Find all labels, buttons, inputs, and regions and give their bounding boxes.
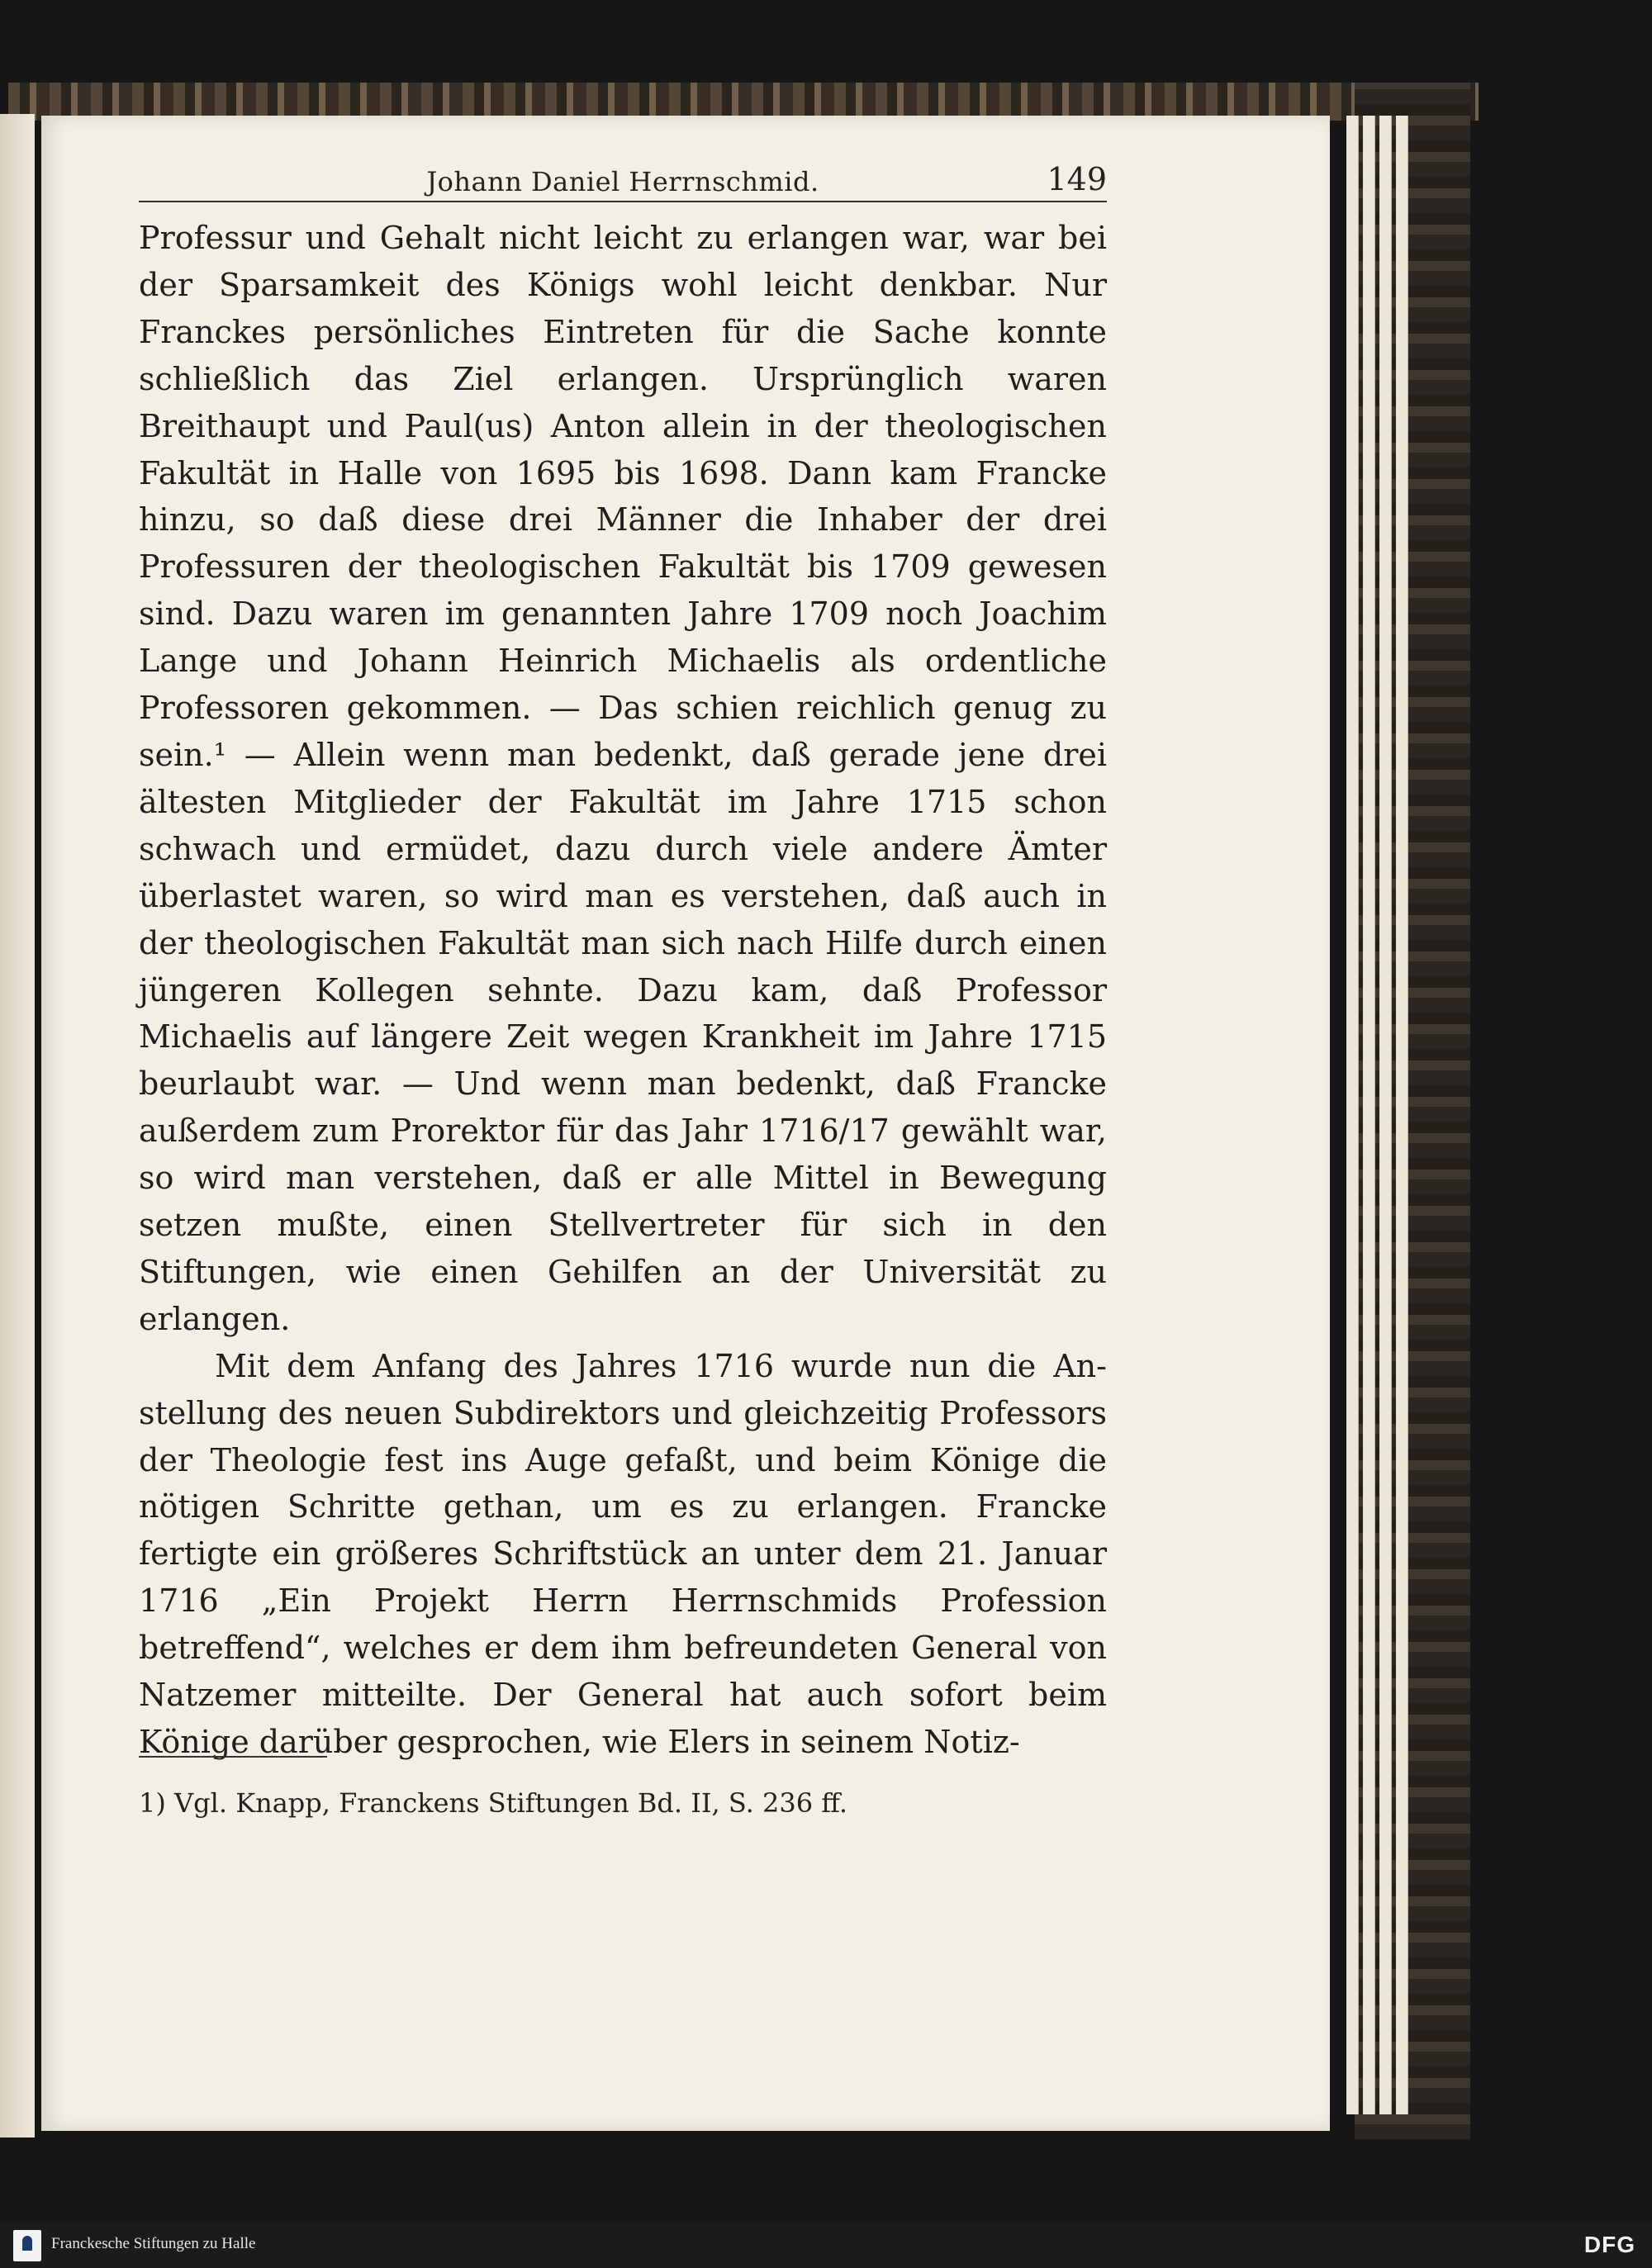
page-number: 149	[1047, 161, 1107, 197]
page-edge	[1363, 116, 1375, 2114]
page-edge	[1379, 116, 1392, 2114]
facing-page-edge	[0, 114, 35, 2138]
running-title: Johann Daniel Herrnschmid.	[426, 166, 819, 197]
paragraph: Mit dem Anfang des Jahres 1716 wurde nun die Anstellung des neuen Subdirektors und gleichzeitig Professors der Theologie fest ins Auge gefaßt, und beim Könige die nötigen Schritte gethan, um es zu erlangen. Francke fertigte ein größeres Schriftstück an unter dem 21. Januar 1716 „Ein Projekt Herrn Herrnschmids Profession betreffend“, welches er dem ihm befreundeten General von Natzemer mitteilte. Der General hat auch sofort beim Könige darüber gesprochen, wie Elers in seinem Notiz-	[139, 1347, 1107, 1760]
body-text	[139, 215, 1107, 1766]
paragraph: Professur und Gehalt nicht leicht zu erlangen war, war bei der Sparsamkeit des Königs wohl leicht denkbar. Nur Franckes persönliches Eintreten für die Sache konnte schließlich das Ziel erlangen. Ursprünglich waren Breithaupt und Paul(us) Anton allein in der theologischen Fakultät in Halle von 1695 bis 1698. Dann kam Francke hinzu, so daß diese drei Männer die Inhaber der drei Professuren der theologischen Fakultät bis 1709 gewesen sind. Dazu waren im genannten Jahre 1709 noch Joachim Lange und Johann Heinrich Michaelis als ordentliche Professoren gekommen. — Das schien reichlich genug zu sein.¹ — Allein wenn man bedenkt, daß gerade jene drei ältesten Mitglieder der Fakultät im Jahre 1715 schon schwach und ermüdet, dazu durch viele andere Ämter überlastet waren, so wird man es verstehen, daß auch in der theologischen Fakultät man sich nach Hilfe durch einen jüngeren Kollegen sehnte. Dazu kam, daß Professor Michaelis auf längere Zeit wegen Krankheit im Jahre 1715 beurlaubt war. — Und wenn man bedenkt, daß Francke außerdem zum Prorektor für das Jahr 1716/17 gewählt war, so wird man verstehen, daß er alle Mittel in Bewegung setzen mußte, einen Stellvertreter für sich in den Stiftungen, wie einen Gehilfen an der Universität zu erlangen.	[139, 220, 1107, 1337]
page-edge	[1396, 116, 1408, 2114]
footer-bar	[0, 2223, 1652, 2268]
footnote: 1) Vgl. Knapp, Franckens Stiftungen Bd. II, S. 236 ff.	[139, 1787, 847, 1819]
dfg-logo: DFG	[1583, 2232, 1635, 2257]
institution-logo-icon	[13, 2230, 41, 2261]
institution-name: Franckesche Stiftungen zu Halle	[51, 2235, 256, 2252]
footnote-rule	[139, 1756, 327, 1758]
page-edge	[1346, 116, 1359, 2114]
page-header	[139, 161, 1107, 202]
